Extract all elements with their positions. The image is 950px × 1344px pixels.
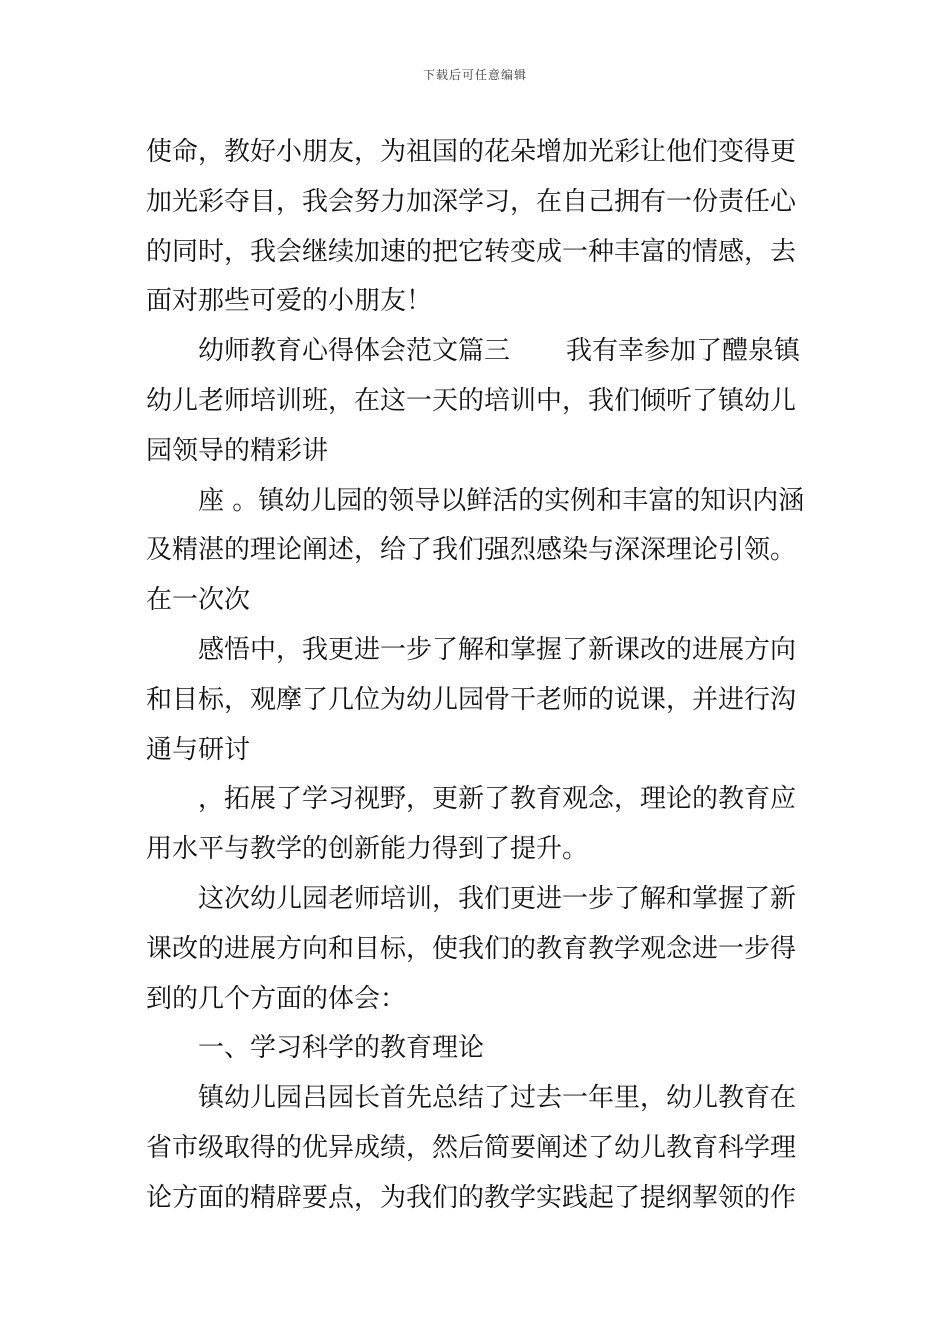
text-line: 幼儿老师培训班，在这一天的培训中，我们倾听了镇幼儿 — [146, 385, 797, 416]
subheading: 一、学习科学的教育理论 — [198, 1033, 485, 1064]
section-heading: 幼师教育心得体会范文篇三 — [198, 336, 511, 367]
text-line: 到的几个方面的体会： — [146, 983, 407, 1014]
text-line: 感悟中，我更进一步了解和掌握了新课改的进展方向 — [198, 634, 797, 665]
text-line: 省市级取得的优异成绩，然后简要阐述了幼儿教育科学理 — [146, 1132, 797, 1163]
text-line: ，拓展了学习视野，更新了教育观念，理论的教育应 — [198, 784, 797, 815]
text-line: 面对那些可爱的小朋友！ — [146, 286, 433, 317]
text-line: 用水平与教学的创新能力得到了提升。 — [146, 834, 589, 865]
text-line: 加光彩夺目，我会努力加深学习，在自己拥有一份责任心 — [146, 186, 797, 217]
body-text — [146, 128, 806, 1224]
text-line: 园领导的精彩讲 — [146, 435, 329, 466]
text-line: 通与研讨 — [146, 734, 251, 765]
text-line: 和目标，观摩了几位为幼儿园骨干老师的说课，并进行沟 — [146, 684, 797, 715]
text-line: 及精湛的理论阐述，给了我们强烈感染与深深理论引领。 — [146, 535, 797, 566]
text-line: 在一次次 — [146, 585, 251, 616]
header-note: 下载后可任意编辑 — [422, 68, 527, 82]
text-line: 座 。镇幼儿园的领导以鲜活的实例和丰富的知识内涵 — [198, 485, 805, 516]
section-heading-line — [146, 327, 806, 377]
text-line: 论方面的精辟要点，为我们的教学实践起了提纲挈领的作 — [146, 1182, 797, 1213]
text-line: 这次幼儿园老师培训，我们更进一步了解和掌握了新 — [198, 883, 797, 914]
text-line: 的同时，我会继续加速的把它转变成一种丰富的情感，去 — [146, 236, 797, 267]
text-line: 镇幼儿园吕园长首先总结了过去一年里，幼儿教育在 — [198, 1083, 797, 1114]
text-line: 使命，教好小朋友，为祖国的花朵增加光彩让他们变得更 — [146, 137, 797, 167]
text-line: 课改的进展方向和目标，使我们的教育教学观念进一步得 — [146, 933, 797, 964]
text-fragment: 我有幸参加了醴泉镇 — [566, 336, 801, 367]
